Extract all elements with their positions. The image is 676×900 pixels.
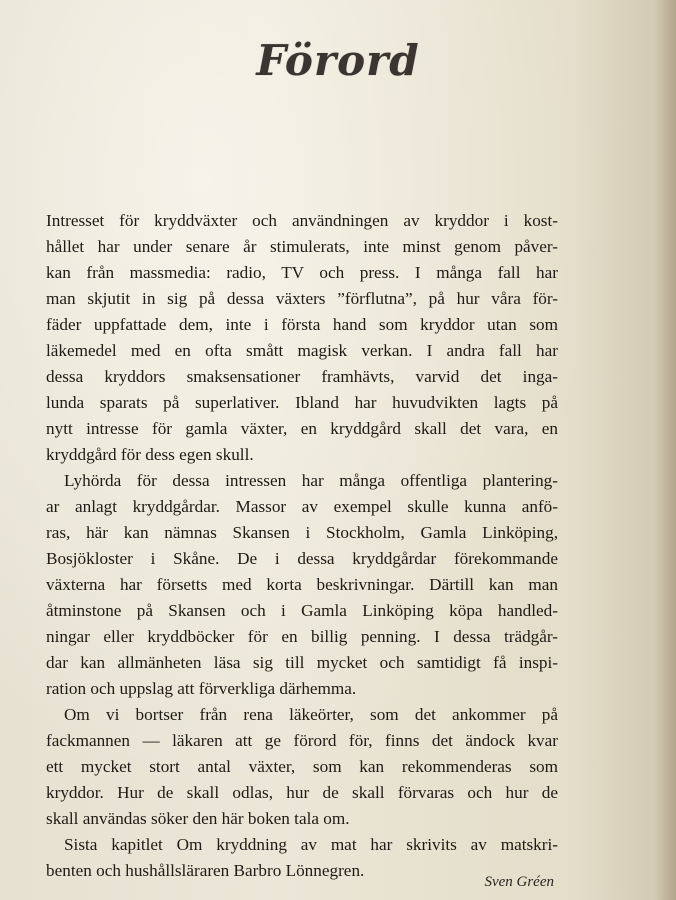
paragraph-3 — [46, 702, 558, 832]
text-line: Lyhörda för dessa intressen har många offentliga plantering- — [64, 471, 558, 490]
text-line: kryddgård för dess egen skull. — [46, 445, 254, 464]
text-line: Bosjökloster i Skåne. De i dessa kryddgårdar förekommande — [46, 549, 558, 568]
text-line: dessa kryddors smaksensationer framhävts, varvid det inga- — [46, 367, 558, 386]
page-title: Förord — [256, 36, 420, 85]
text-line: kryddor. Hur de skall odlas, hur de skall förvaras och hur de — [46, 783, 558, 802]
text-line: fäder uppfattade dem, inte i första hand som kryddor utan som — [46, 315, 558, 334]
text-line: ras, här kan nämnas Skansen i Stockholm, Gamla Linköping, — [46, 523, 558, 542]
text-line: ett mycket stort antal växter, som kan rekommenderas som — [46, 757, 558, 776]
text-line: benten och hushållsläraren Barbro Lönnegren. — [46, 861, 365, 880]
text-line: Om vi bortser från rena läkeörter, som det ankommer på — [64, 705, 558, 724]
preface-body — [46, 208, 558, 884]
text-line: ar anlagt kryddgårdar. Massor av exempel skulle kunna anfö- — [46, 497, 558, 516]
text-line: ration och uppslag att förverkliga därhemma. — [46, 679, 357, 698]
text-line: lunda sparats på superlativer. Ibland har huvudvikten lagts på — [46, 393, 558, 412]
text-line: fackmannen — läkaren att ge förord för, finns det ändock kvar — [46, 731, 558, 750]
page-edge-shadow — [654, 0, 676, 900]
text-line: skall användas söker den här boken tala om. — [46, 809, 350, 828]
text-line: läkemedel med en ofta smått magisk verkan. I andra fall har — [46, 341, 558, 360]
text-line: man skjutit in sig på dessa växters ”förflutna”, på hur våra för- — [46, 289, 558, 308]
text-line: åtminstone på Skansen och i Gamla Linköping köpa handled- — [46, 601, 558, 620]
text-line: dar kan allmänheten läsa sig till mycket och samtidigt få inspi- — [46, 653, 558, 672]
text-line: kan från massmedia: radio, TV och press. I många fall har — [46, 263, 558, 282]
paragraph-2 — [46, 468, 558, 702]
paragraph-4 — [46, 832, 558, 884]
author-signature: Sven Gréen — [484, 874, 554, 890]
text-line: växterna har försetts med korta beskrivningar. Därtill kan man — [46, 575, 558, 594]
text-line: hållet har under senare år stimulerats, inte minst genom påver- — [46, 237, 558, 256]
text-line: ningar eller kryddböcker för en billig penning. I dessa trädgår- — [46, 627, 558, 646]
text-line: Sista kapitlet Om kryddning av mat har skrivits av matskri- — [64, 835, 558, 854]
text-line: Intresset för kryddväxter och användningen av kryddor i kost- — [46, 211, 558, 230]
text-line: nytt intresse för gamla växter, en kryddgård skall det vara, en — [46, 419, 558, 438]
paragraph-1 — [46, 208, 558, 468]
